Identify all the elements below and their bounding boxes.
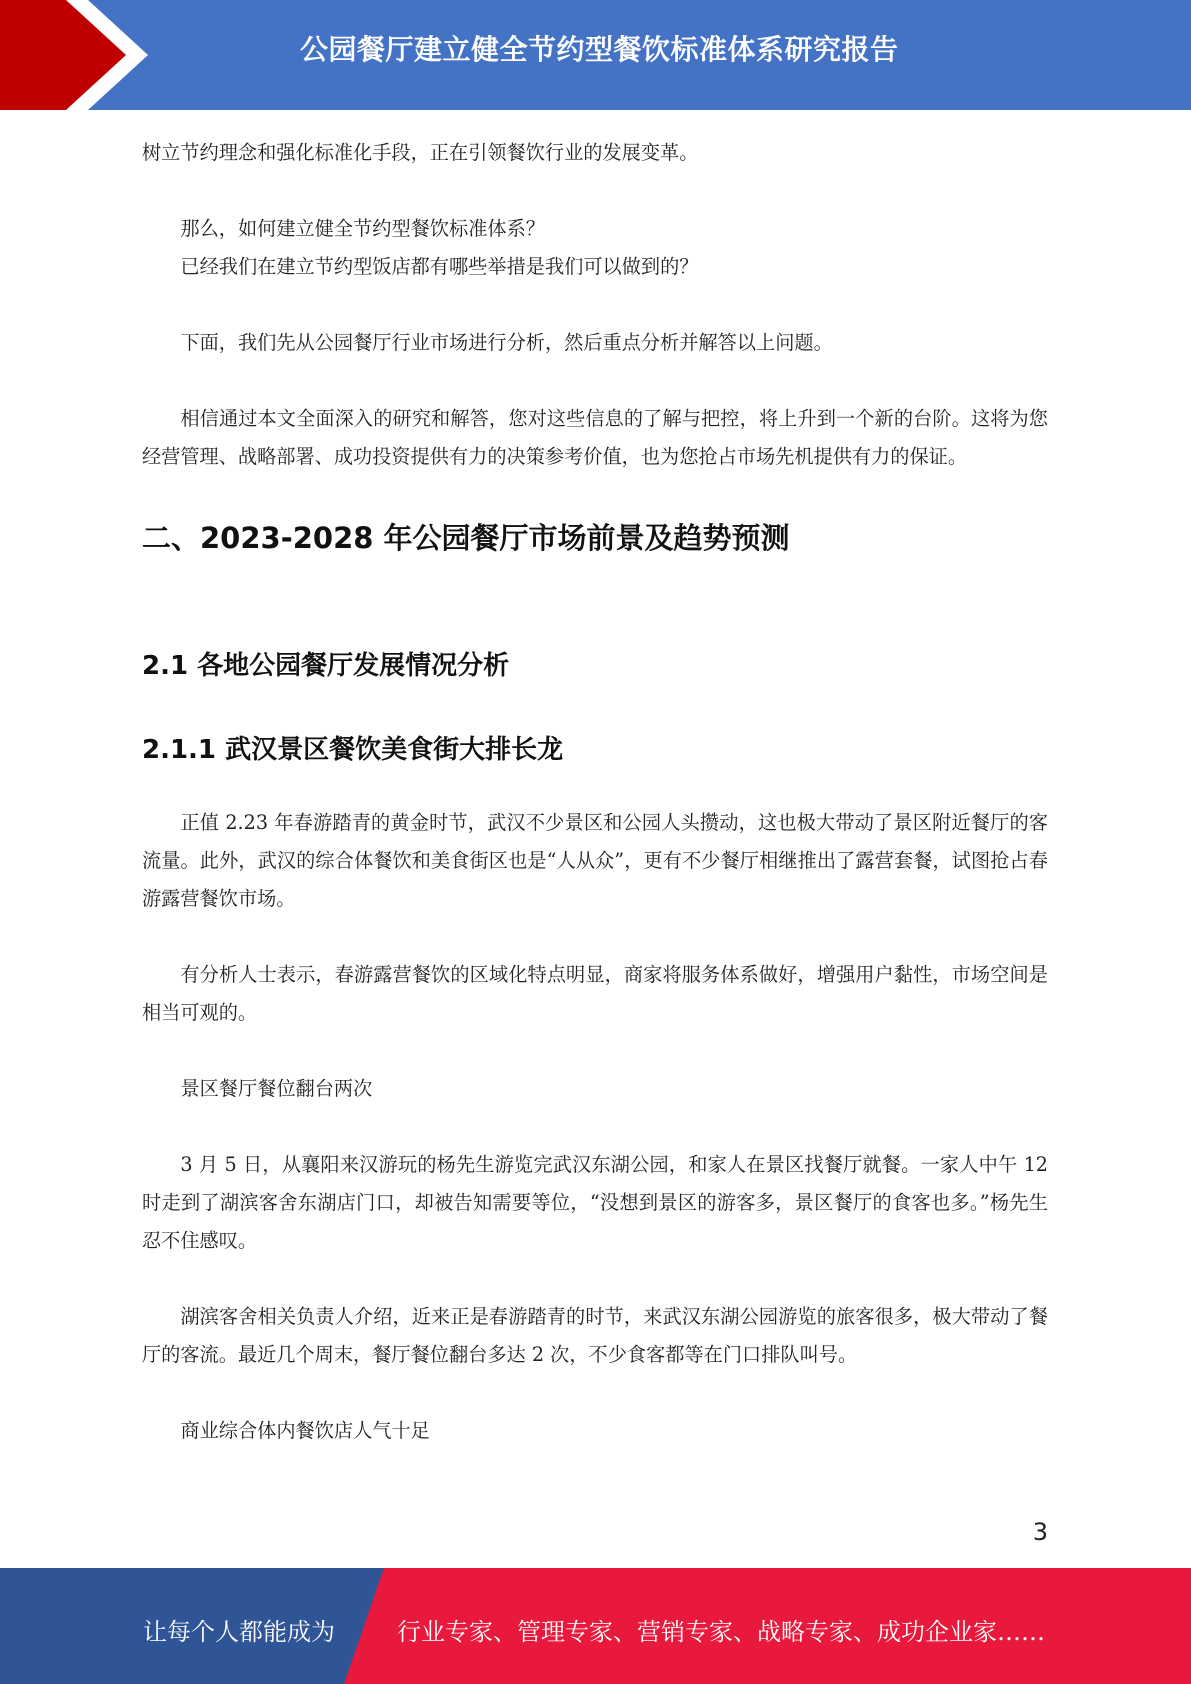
page-number: 3 bbox=[1032, 1518, 1048, 1546]
paragraph: 正值 2.23 年春游踏青的黄金时节，武汉不少景区和公园人头攒动，这也极大带动了景区附近餐厅的客流量。此外，武汉的综合体餐饮和美食街区也是“人从众”，更有不少餐厅相继推出了露营套餐，试图抢占春游露营餐饮市场。 bbox=[142, 811, 1048, 910]
page-header bbox=[0, 0, 1191, 110]
paragraph: 商业综合体内餐饮店人气十足 bbox=[180, 1419, 430, 1442]
subsection-heading: 2.1 各地公园餐厅发展情况分析 bbox=[142, 651, 510, 681]
paragraph: 树立节约理念和强化标准化手段，正在引领餐饮行业的发展变革。 bbox=[142, 141, 699, 164]
paragraph: 相信通过本文全面深入的研究和解答，您对这些信息的了解与把控，将上升到一个新的台阶。这将为您经营管理、战略部署、成功投资提供有力的决策参考价值，也为您抢占市场先机提供有力的保证。 bbox=[142, 407, 1048, 468]
paragraph: 3 月 5 日，从襄阳来汉游玩的杨先生游览完武汉东湖公园，和家人在景区找餐厅就餐。一家人中午 12 时走到了湖滨客舍东湖店门口，却被告知需要等位，“没想到景区的游客多，景区餐厅的食客也多。”杨先生忍不住感叹。 bbox=[142, 1153, 1048, 1252]
red-chevron-shape bbox=[0, 0, 160, 110]
paragraph: 下面，我们先从公园餐厅行业市场进行分析，然后重点分析并解答以上问题。 bbox=[180, 331, 833, 354]
paragraph: 湖滨客舍相关负责人介绍，近来正是春游踏青的时节，来武汉东湖公园游览的旅客很多，极大带动了餐厅的客流。最近几个周末，餐厅餐位翻台多达 2 次，不少食客都等在门口排队叫号。 bbox=[142, 1305, 1048, 1366]
page-footer bbox=[0, 1568, 1191, 1684]
paragraph: 那么，如何建立健全节约型餐饮标准体系？ bbox=[180, 217, 545, 240]
footer-slogan: 让每个人都能成为 bbox=[143, 1618, 335, 1646]
section-heading: 二、2023-2028 年公园餐厅市场前景及趋势预测 bbox=[142, 521, 790, 555]
subsubsection-heading: 2.1.1 武汉景区餐饮美食街大排长龙 bbox=[142, 735, 564, 765]
paragraph: 已经我们在建立节约型饭店都有哪些举措是我们可以做到的？ bbox=[180, 255, 699, 278]
footer-roles: 行业专家、管理专家、营销专家、战略专家、成功企业家…… bbox=[397, 1618, 1045, 1646]
paragraph: 有分析人士表示，春游露营餐饮的区域化特点明显，商家将服务体系做好，增强用户黏性，市场空间是相当可观的。 bbox=[142, 963, 1048, 1024]
report-title: 公园餐厅建立健全节约型餐饮标准体系研究报告 bbox=[300, 33, 899, 66]
page-content bbox=[142, 134, 1048, 1450]
paragraph: 景区餐厅餐位翻台两次 bbox=[180, 1077, 373, 1100]
